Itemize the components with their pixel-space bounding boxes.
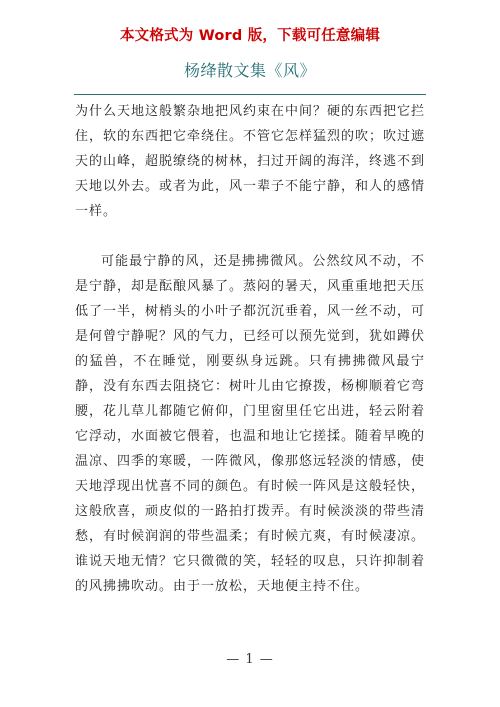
paragraph-2: 可能最宁静的风，还是拂拂微风。公然纹风不动，不是宁静，却是酝酿风暴了。蒸闷的暑天，风重重地把天压低了一半，树梢头的小叶子都沉沉垂着，风一丝不动，可是何曾宁静呢？风的气力，已经可以预先觉到，犹如蹲伏的猛兽，不在睡觉，刚要纵身远跳。只有拂拂微风最宁静，没有东西去阻挠它：树叶儿由它撩拨，杨柳顺着它弯腰，花儿草儿都随它俯仰，门里窗里任它出进，轻云附着它浮动，水面被它偎着，也温和地让它搓揉。随着早晚的温凉、四季的寒暖，一阵微风，像那悠远轻淡的情感，使天地浮现出忧喜不同的颜色。有时候一阵风是这般轻快，这般欣喜，顽皮似的一路拍打拨弄。有时候淡淡的带些清愁，有时候润润的带些温柔；有时候亢爽，有时候凄凉。谁说天地无情？它只微微的笑，轻轻的叹息，只许抑制着的风拂拂吹动。由于一放松，天地便主持不住。 <box>75 254 426 594</box>
document-body <box>75 99 425 599</box>
document-title: 杨绛散文集《风》 <box>183 61 316 80</box>
paragraph-1: 为什么天地这般繁杂地把风约束在中间？硬的东西把它拦住，软的东西把它牵绕住。不管它怎样猛烈的吹；吹过遮天的山峰，超脱缭绕的树林，扫过开阔的海洋，终逃不到天地以外去。或者为此，风一辈子不能宁静，和人的感情一样。 <box>75 104 426 219</box>
page-number: — 1 — <box>226 652 274 667</box>
header-divider <box>74 94 426 95</box>
header-title: 本文格式为 Word 版，下载可任意编辑 <box>119 28 381 44</box>
document-header <box>0 26 500 82</box>
